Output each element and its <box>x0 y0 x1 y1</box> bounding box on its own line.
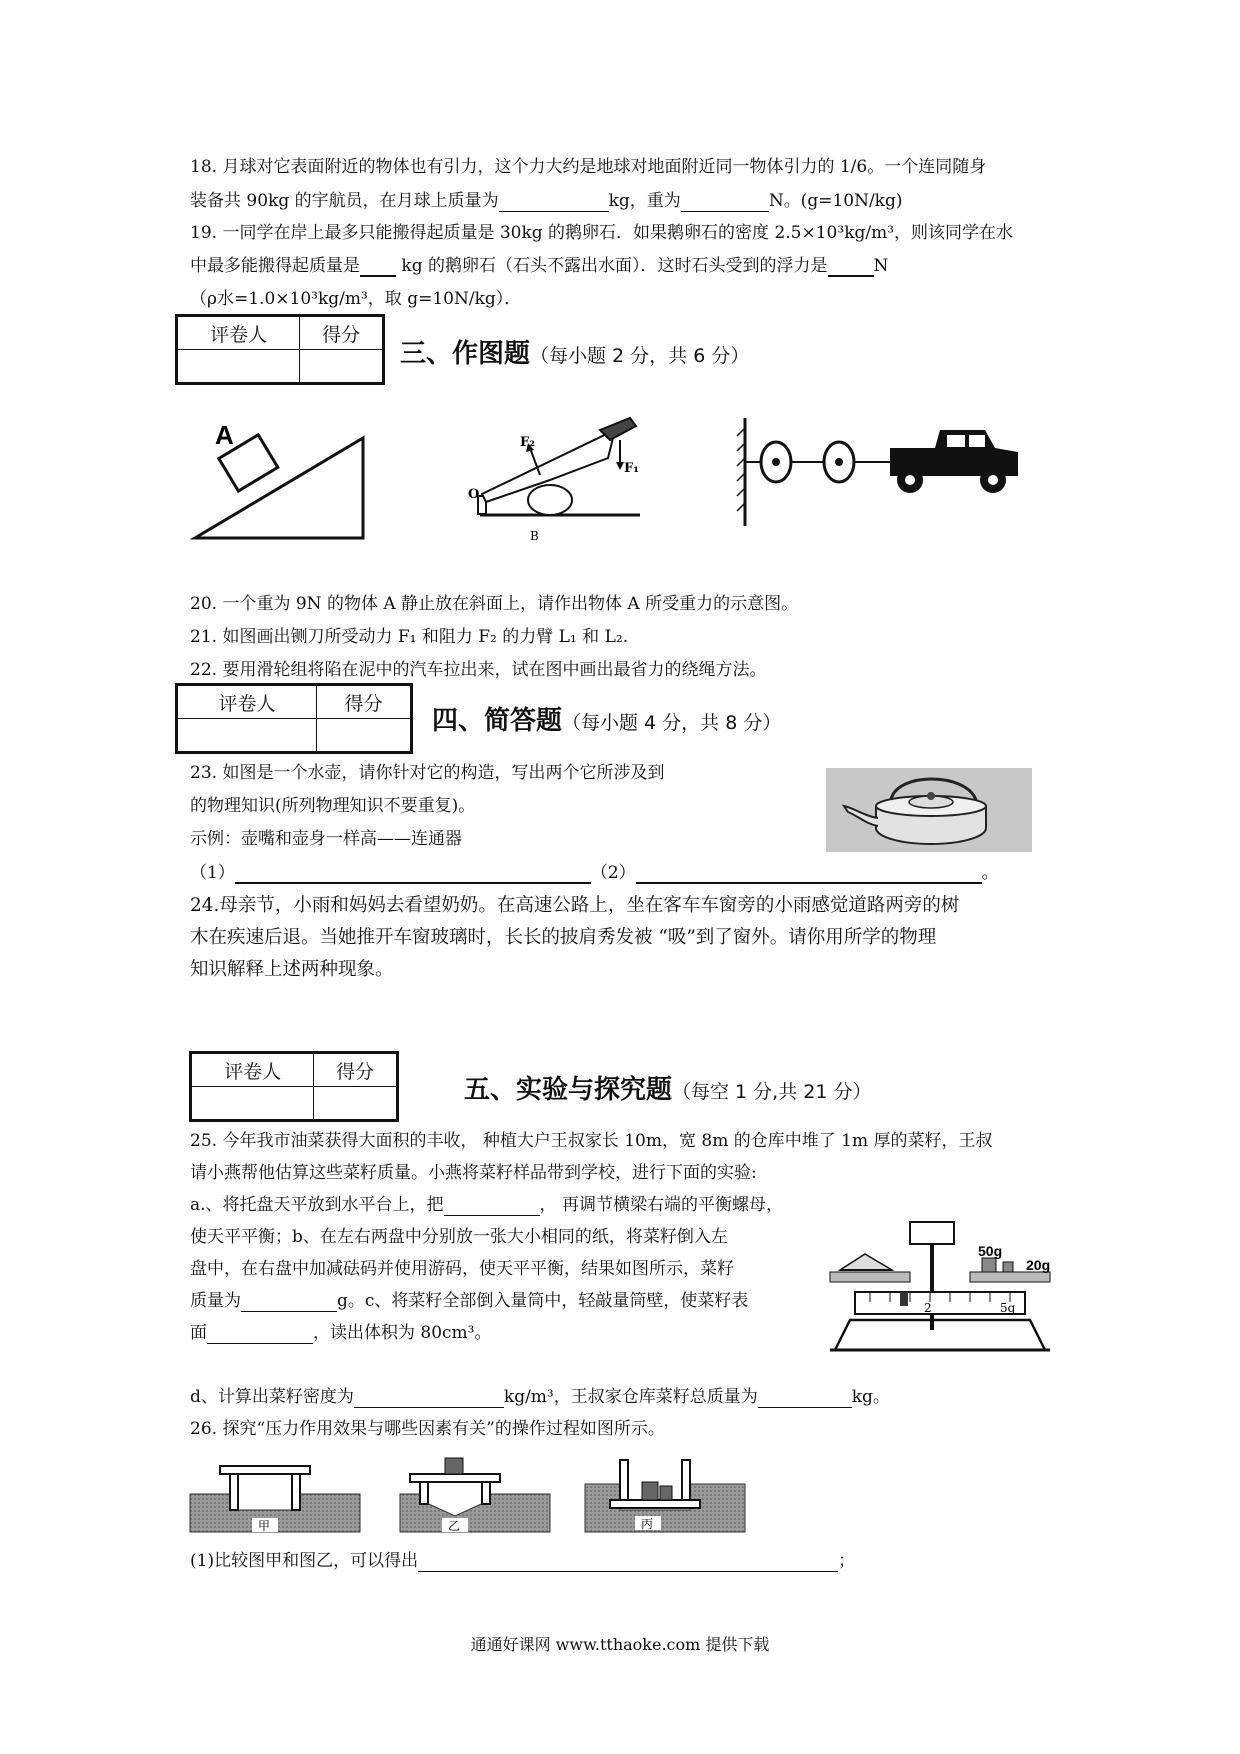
pulley-truck-figure <box>735 418 1025 528</box>
label-o: O <box>468 487 480 502</box>
label-yi: 乙 <box>448 1519 461 1533</box>
fig-jia <box>190 1466 360 1533</box>
q23-end: 。 <box>981 863 999 883</box>
q18-line2 <box>190 190 903 212</box>
q25-blank-density[interactable] <box>354 1390 504 1408</box>
weight-20g: 20g <box>1026 1257 1051 1273</box>
q25-text-volume: ，读出体积为 80cm³。 <box>313 1323 492 1343</box>
q19-text-b: kg 的鹅卵石（石头不露出水面）．这时石头受到的浮力是 <box>396 256 828 276</box>
score-table-5 <box>189 1051 399 1122</box>
q25-line3 <box>190 1194 783 1216</box>
score-cell[interactable] <box>317 719 412 753</box>
q25-line8 <box>190 1386 890 1408</box>
q24-line1: 24.母亲节，小雨和妈妈去看望奶奶。在高速公路上，坐在客车车窗旁的小雨感觉道路两旁的树 <box>190 895 960 916</box>
section-5-heading: 五、实验与探究题 <box>464 1075 673 1105</box>
q18-text-a: 装备共 90kg 的宇航员，在月球上质量为 <box>190 191 499 211</box>
grader-cell[interactable] <box>191 1087 314 1121</box>
page-footer: 通通好课网 www.tthaoke.com 提供下载 <box>470 1635 770 1654</box>
q25-line5: 盘中，在右盘中加减砝码并使用游码，使天平平衡，结果如图所示，菜籽 <box>190 1259 734 1279</box>
pressure-experiment-figure <box>190 1450 790 1540</box>
q18-blank-weight[interactable] <box>681 194 769 212</box>
q25-text-total: kg/m³，王叔家仓库菜籽总质量为 <box>503 1387 758 1407</box>
section-5-note: （每空 1 分,共 21 分） <box>672 1081 872 1103</box>
q24-line2: 木在疾速后退。当她推开车窗玻璃时，长长的披肩秀发被 “吸”到了窗外。请你用所学的物理 <box>190 927 937 948</box>
q25-blank-surface[interactable] <box>207 1326 313 1344</box>
label-bing: 丙 <box>641 1517 654 1531</box>
q23-answer2-blank[interactable] <box>636 865 982 884</box>
q22: 22. 要用滑轮组将陷在泥中的汽车拉出来，试在图中画出最省力的绕绳方法。 <box>190 660 767 680</box>
label-a: A <box>215 420 234 450</box>
q23-line1: 23. 如图是一个水壶，请你针对它的构造，写出两个它所涉及到 <box>190 763 665 783</box>
label-f1: F₁ <box>624 461 639 476</box>
grader-label: 评卷人 <box>177 685 317 719</box>
q23-answer1-blank[interactable] <box>235 865 591 884</box>
q18-line1: 18. 月球对它表面附近的物体也有引力，这个力大约是地球对地面附近同一物体引力的 1/6。一个连同随身 <box>190 157 987 177</box>
fig-bing <box>585 1460 745 1532</box>
q18-text-c: N。(g=10N/kg) <box>768 191 903 211</box>
grader-label: 评卷人 <box>177 316 300 350</box>
q23-answers <box>190 862 999 884</box>
section-5-title <box>464 1069 871 1106</box>
weight-50g: 50g <box>978 1243 1003 1259</box>
q20: 20. 一个重为 9N 的物体 A 静止放在斜面上，请作出物体 A 所受重力的示意图。 <box>190 594 799 614</box>
score-label: 得分 <box>300 316 384 350</box>
label-f2: F₂ <box>520 435 535 450</box>
q25-text-surface: 面 <box>190 1323 207 1343</box>
q19-line2 <box>190 255 888 277</box>
q25-line2: 请小燕帮他估算这些菜籽质量。小燕将菜籽样品带到学校，进行下面的实验: <box>190 1163 757 1183</box>
scale-mid-label: 2 <box>924 1301 932 1315</box>
q25-blank-total[interactable] <box>758 1390 852 1408</box>
q21: 21. 如图画出铡刀所受动力 F₁ 和阻力 F₂ 的力臂 L₁ 和 L₂. <box>190 627 629 647</box>
q26-line2 <box>190 1550 855 1572</box>
score-label: 得分 <box>314 1053 398 1087</box>
q25-blank-mass[interactable] <box>241 1294 337 1312</box>
q19-blank-mass[interactable] <box>360 258 396 277</box>
section-4-heading: 四、简答题 <box>432 706 563 736</box>
score-table-4 <box>175 683 413 754</box>
q18-blank-mass[interactable] <box>499 194 609 212</box>
q25-text-mass: 质量为 <box>190 1291 241 1311</box>
q25-line4: 使天平平衡；b、在左右两盘中分别放一张大小相同的纸，将菜籽倒入左 <box>190 1227 728 1247</box>
scale-end-label: 5g <box>1000 1301 1016 1315</box>
label-jia: 甲 <box>258 1519 271 1533</box>
incline-figure <box>185 418 385 568</box>
q26-text: (1)比较图甲和图乙，可以得出 <box>190 1551 419 1571</box>
q25-text-b: ， 再调节横梁右端的平衡螺母， <box>539 1195 783 1215</box>
q19-line3: （ρ水=1.0×10³kg/m³，取 g=10N/kg）． <box>190 289 522 309</box>
q23-line3: 示例：壶嘴和壶身一样高——连通器 <box>190 829 462 849</box>
grader-cell[interactable] <box>177 719 317 753</box>
q26-blank-conclusion[interactable] <box>418 1554 838 1572</box>
q19-blank-buoyancy[interactable] <box>828 258 874 277</box>
q25-line6 <box>190 1290 748 1312</box>
q23-answer1-label: （1） <box>190 863 235 883</box>
q25-text-a: a.、将托盘天平放到水平台上，把 <box>190 1195 444 1215</box>
guillotine-figure <box>460 410 660 543</box>
section-4-note: （每小题 4 分，共 8 分） <box>562 712 782 734</box>
grader-cell[interactable] <box>177 350 300 384</box>
q25-text-c: g。c、将菜籽全部倒入量筒中，轻敲量筒壁，使菜籽表 <box>337 1291 749 1311</box>
grader-label: 评卷人 <box>191 1053 314 1087</box>
kettle-image <box>826 768 1032 852</box>
q23-line2: 的物理知识(所列物理知识不要重复)。 <box>190 796 476 816</box>
score-cell[interactable] <box>314 1087 398 1121</box>
q23-answer2-label: （2） <box>590 863 636 883</box>
score-label: 得分 <box>317 685 412 719</box>
q25-line7 <box>190 1322 492 1344</box>
balance-figure <box>820 1220 1060 1360</box>
q19-text-a: 中最多能搬得起质量是 <box>190 256 360 276</box>
q24-line3: 知识解释上述两种现象。 <box>190 959 394 980</box>
section-3-note: （每小题 2 分，共 6 分） <box>530 345 750 367</box>
q19-text-c: N <box>873 256 889 276</box>
score-table-3 <box>175 314 385 385</box>
q26-end: ； <box>838 1551 856 1571</box>
q26-line1: 26. 探究“压力作用效果与哪些因素有关”的操作过程如图所示。 <box>190 1419 665 1439</box>
q18-text-b: kg，重为 <box>608 191 681 211</box>
score-cell[interactable] <box>300 350 384 384</box>
fig-yi <box>400 1458 550 1533</box>
section-3-title <box>400 333 749 370</box>
q25-blank-a[interactable] <box>444 1198 540 1216</box>
q19-line1: 19. 一同学在岸上最多只能搬得起质量是 30kg 的鹅卵石．如果鹅卵石的密度 2.5×10³kg/m³，则该同学在水 <box>190 223 1014 243</box>
label-b: B <box>530 529 539 543</box>
q25-text-density: d、计算出菜籽密度为 <box>190 1387 354 1407</box>
section-4-title <box>432 700 781 737</box>
section-3-heading: 三、作图题 <box>400 339 531 369</box>
q25-text-kg: kg。 <box>851 1387 890 1407</box>
q25-line1: 25. 今年我市油菜获得大面积的丰收， 种植大户王叔家长 10m，宽 8m 的仓库中堆了 1m 厚的菜籽，王叔 <box>190 1131 993 1151</box>
